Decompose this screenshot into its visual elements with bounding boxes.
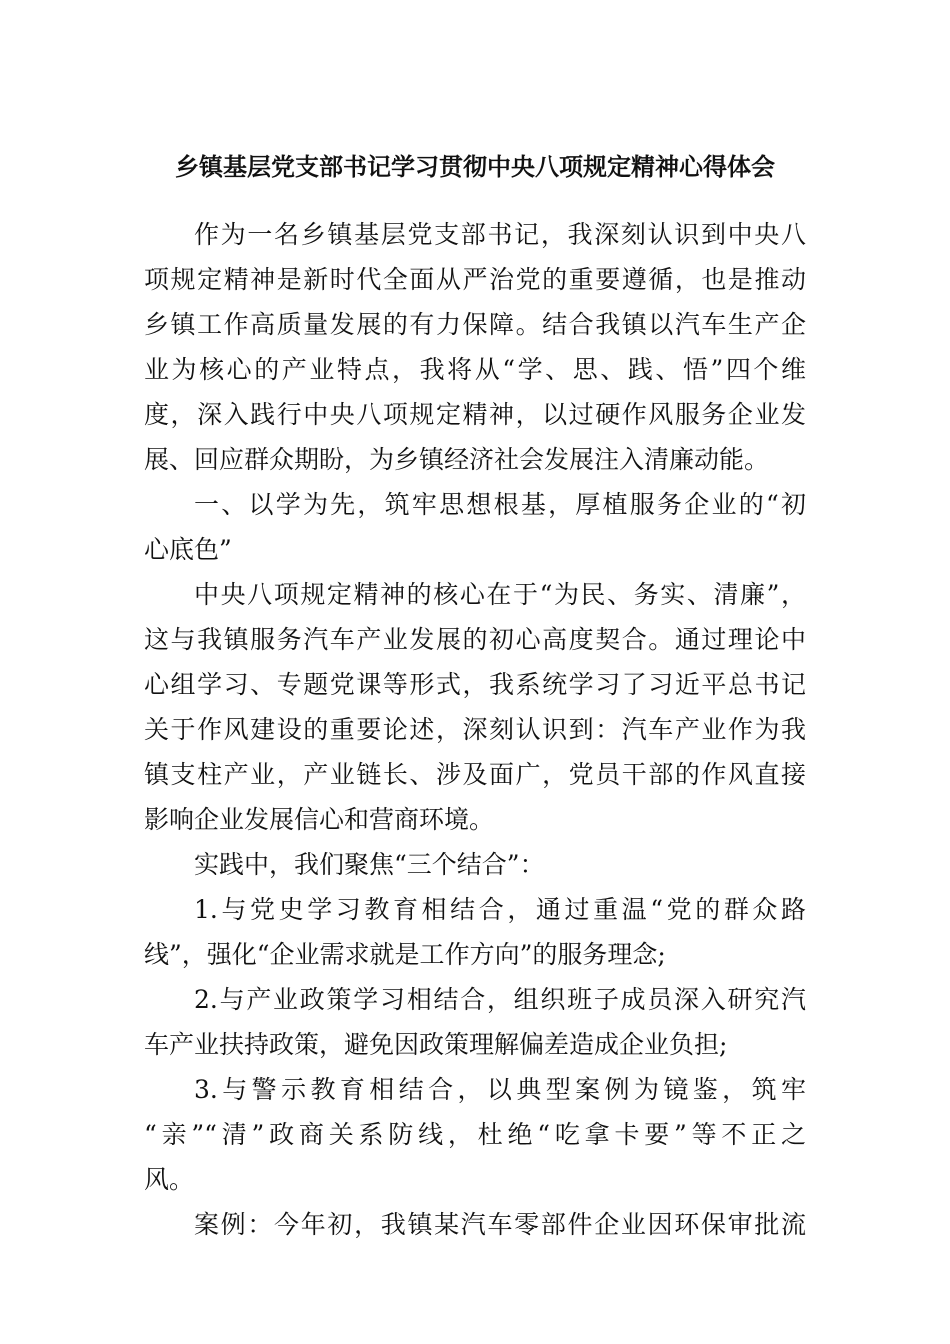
text-line: 心组学习、专题党课等形式，我系统学习了习近平总书记: [144, 670, 806, 699]
text-line: 度，深入践行中央八项规定精神，以过硬作风服务企业发: [144, 400, 806, 429]
text-line: 2.与产业政策学习相结合，组织班子成员深入研究汽: [194, 985, 806, 1014]
text-line: 乡镇工作高质量发展的有力保障。结合我镇以汽车生产企: [144, 310, 806, 339]
document-title: 乡镇基层党支部书记学习贯彻中央八项规定精神心得体会: [175, 152, 775, 181]
text-line: 心底色”: [144, 535, 232, 564]
text-line: 展、回应群众期盼，为乡镇经济社会发展注入清廉动能。: [144, 445, 770, 474]
text-line: 实践中，我们聚焦“三个结合”：: [194, 850, 545, 879]
text-line: 镇支柱产业，产业链长、涉及面广，党员干部的作风直接: [144, 760, 806, 789]
text-line: 关于作风建设的重要论述，深刻认识到：汽车产业作为我: [144, 715, 806, 744]
text-line: 这与我镇服务汽车产业发展的初心高度契合。通过理论中: [144, 625, 806, 654]
text-line: 中央八项规定精神的核心在于“为民、务实、清廉”，: [194, 580, 806, 609]
text-line: 线”，强化“企业需求就是工作方向”的服务理念;: [144, 940, 666, 969]
text-line: 项规定精神是新时代全面从严治党的重要遵循，也是推动: [144, 265, 806, 294]
text-line: 1.与党史学习教育相结合，通过重温“党的群众路: [194, 895, 806, 924]
text-line: 车产业扶持政策，避免因政策理解偏差造成企业负担;: [144, 1030, 728, 1059]
text-line: 案例：今年初，我镇某汽车零部件企业因环保审批流: [194, 1210, 806, 1239]
text-line: 风。: [144, 1165, 195, 1194]
text-line: 业为核心的产业特点，我将从“学、思、践、悟”四个维: [144, 355, 806, 384]
document-body: [144, 212, 806, 1247]
text-line: 3.与警示教育相结合，以典型案例为镜鉴，筑牢: [194, 1075, 806, 1104]
text-line: 作为一名乡镇基层党支部书记，我深刻认识到中央八: [194, 220, 806, 249]
text-line: “亲”“清”政商关系防线，杜绝“吃拿卡要”等不正之: [144, 1120, 806, 1149]
text-line: 一、以学为先，筑牢思想根基，厚植服务企业的“初: [194, 490, 806, 519]
text-line: 影响企业发展信心和营商环境。: [144, 805, 495, 834]
